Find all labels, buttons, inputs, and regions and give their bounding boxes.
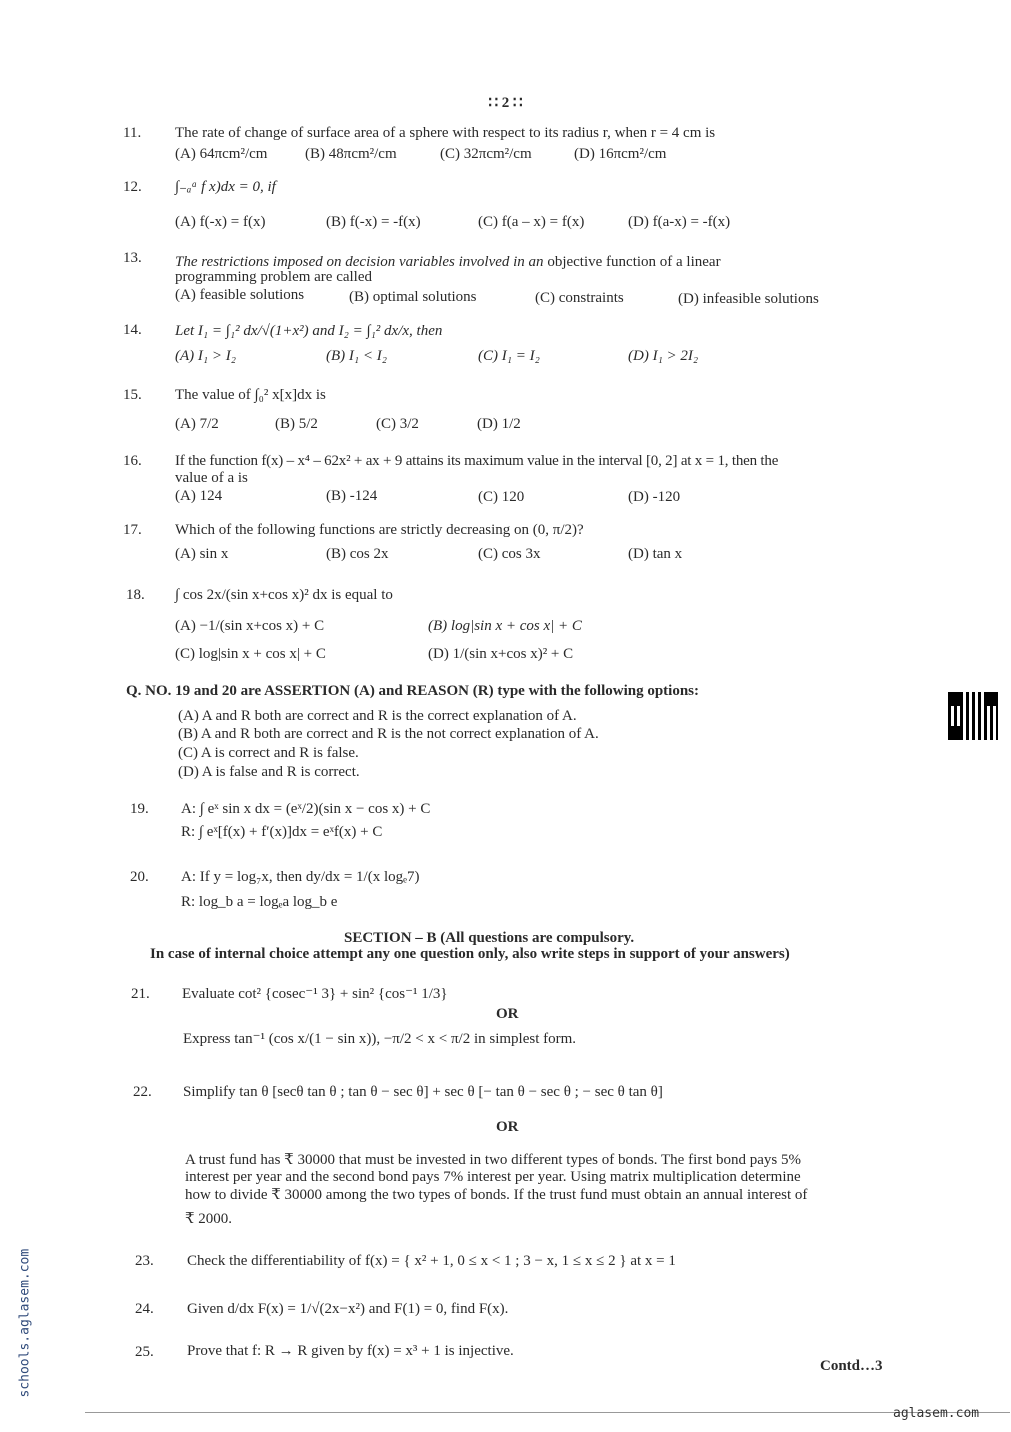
question-number: 13. — [123, 250, 142, 266]
question-text-italic: The restrictions imposed on decision variables involved in an — [175, 254, 544, 270]
option-b: (B) f(-x) = -f(x) — [326, 214, 421, 230]
option-b: (B) -124 — [326, 488, 378, 504]
ar-option-a: (A) A and R both are correct and R is the correct explanation of A. — [178, 708, 577, 724]
question-number: 22. — [133, 1084, 152, 1100]
option-a: (A) 64πcm²/cm — [175, 146, 268, 162]
or-label: OR — [496, 1006, 519, 1022]
question-text-rest: objective function of a linear — [543, 254, 721, 270]
question-text: ∫₋ₐᵃ f x)dx = 0, if — [175, 179, 276, 195]
option-c: (C) 32πcm²/cm — [440, 146, 532, 162]
option-c: (C) I₁ = I₂ — [478, 348, 540, 364]
page-number: ∷ 2 ∷ — [488, 95, 523, 111]
option-c: (C) 3/2 — [376, 416, 419, 432]
qr-code — [948, 692, 998, 740]
option-a: (A) f(-x) = f(x) — [175, 214, 266, 230]
question-number: 15. — [123, 387, 142, 403]
option-a: (A) 7/2 — [175, 416, 219, 432]
question-text: ∫ cos 2x/(sin x+cos x)² dx is equal to — [175, 587, 393, 603]
option-c: (C) constraints — [535, 290, 624, 306]
question-text: Which of the following functions are strictly decreasing on (0, π/2)? — [175, 522, 584, 538]
question-number: 11. — [123, 125, 142, 141]
assertion: A: If y = log₇x, then dy/dx = 1/(x logₑ7) — [181, 869, 420, 885]
option-c: (C) f(a – x) = f(x) — [478, 214, 585, 230]
option-a: (A) feasible solutions — [175, 287, 305, 303]
option-b: (B) optimal solutions — [349, 289, 477, 305]
option-c: (C) 120 — [478, 489, 525, 505]
option-a: (A) 124 — [175, 488, 223, 504]
question-text: Evaluate cot² {cosec⁻¹ 3} + sin² {cos⁻¹ 1/3} — [182, 986, 448, 1002]
question-text: Simplify tan θ [secθ tan θ ; tan θ − sec θ] + sec θ [− tan θ − sec θ ; − sec θ tan θ] — [183, 1084, 663, 1100]
option-a: (A) sin x — [175, 546, 229, 562]
question-alt-text: Express tan⁻¹ (cos x/(1 − sin x)), −π/2 < x < π/2 in simplest form. — [183, 1031, 577, 1047]
option-d: (D) infeasible solutions — [678, 291, 819, 307]
section-b-title: SECTION – B (All questions are compulsory. — [344, 930, 635, 946]
option-c: (C) log|sin x + cos x| + C — [175, 646, 326, 662]
question-number: 23. — [135, 1253, 154, 1269]
reason: R: log_b a = logₑa log_b e — [181, 894, 338, 910]
assertion: A: ∫ eˣ sin x dx = (eˣ/2)(sin x − cos x) + C — [181, 801, 431, 817]
option-d: (D) 1/2 — [477, 416, 521, 432]
question-alt-line: ₹ 2000. — [185, 1211, 233, 1227]
question-text: Check the differentiability of f(x) = { x² + 1, 0 ≤ x < 1 ; 3 − x, 1 ≤ x ≤ 2 } at x = 1 — [187, 1253, 676, 1269]
option-b: (B) 48πcm²/cm — [305, 146, 397, 162]
option-d: (D) tan x — [628, 546, 683, 562]
question-alt-line: how to divide ₹ 30000 among the two types of bonds. If the trust fund must obtain an annual interest of — [185, 1187, 808, 1203]
question-number: 20. — [130, 869, 149, 885]
option-d: (D) -120 — [628, 489, 681, 505]
option-d: (D) f(a-x) = -f(x) — [628, 214, 731, 230]
option-d: (D) 1/(sin x+cos x)² + C — [428, 646, 574, 662]
option-d: (D) 16πcm²/cm — [574, 146, 667, 162]
option-b: (B) cos 2x — [326, 546, 389, 562]
ar-option-d: (D) A is false and R is correct. — [178, 764, 360, 780]
section-b-instructions: In case of internal choice attempt any one question only, also write steps in support of your answers) — [150, 946, 790, 962]
bottom-watermark: aglasem.com — [893, 1406, 980, 1421]
continued-label: Contd…3 — [820, 1358, 883, 1374]
option-c: (C) cos 3x — [478, 546, 541, 562]
option-b: (B) 5/2 — [275, 416, 318, 432]
option-b: (B) log|sin x + cos x| + C — [428, 618, 582, 634]
option-a: (A) I₁ > I₂ — [175, 348, 236, 364]
question-text: Let I₁ = ∫₁² dx/√(1+x²) and I₂ = ∫₁² dx/x, then — [175, 323, 443, 339]
question-number: 24. — [135, 1301, 154, 1317]
question-text: The rate of change of surface area of a sphere with respect to its radius r, when r = 4 cm is — [175, 125, 716, 141]
option-b: (B) I₁ < I₂ — [326, 348, 387, 364]
assertion-reason-heading: Q. NO. 19 and 20 are ASSERTION (A) and REASON (R) type with the following options: — [126, 683, 700, 699]
question-number: 12. — [123, 179, 142, 195]
question-number: 16. — [123, 453, 142, 469]
ar-option-c: (C) A is correct and R is false. — [178, 745, 359, 761]
question-number: 25. — [135, 1344, 154, 1360]
ar-option-b: (B) A and R both are correct and R is the not correct explanation of A. — [178, 726, 599, 742]
question-number: 18. — [126, 587, 145, 603]
question-alt-line: A trust fund has ₹ 30000 that must be invested in two different types of bonds. The first bond pays 5% — [185, 1152, 801, 1168]
question-number: 14. — [123, 322, 142, 338]
question-number: 17. — [123, 522, 142, 538]
question-number: 21. — [131, 986, 150, 1002]
question-text: Given d/dx F(x) = 1/√(2x−x²) and F(1) = 0, find F(x). — [187, 1301, 509, 1317]
or-label: OR — [496, 1119, 519, 1135]
question-alt-line: interest per year and the second bond pays 7% interest per year. Using matrix multiplication determine — [185, 1169, 801, 1185]
option-a: (A) −1/(sin x+cos x) + C — [175, 618, 325, 634]
question-text-line2: programming problem are called — [175, 269, 373, 285]
option-d: (D) I₁ > 2I₂ — [628, 348, 699, 364]
question-number: 19. — [130, 801, 149, 817]
reason: R: ∫ eˣ[f(x) + f′(x)]dx = eˣf(x) + C — [181, 824, 383, 840]
question-text: If the function f(x) – x⁴ – 62x² + ax + 9 attains its maximum value in the interval [0, 2] at x = 1, then the — [175, 453, 779, 469]
question-text: The value of ∫₀² x[x]dx is — [175, 387, 326, 403]
side-watermark: schools.aglasem.com — [17, 1248, 33, 1398]
question-text-line2: value of a is — [175, 470, 248, 486]
question-text: Prove that f: R → R given by f(x) = x³ + 1 is injective. — [187, 1343, 514, 1359]
bottom-rule — [85, 1412, 1010, 1413]
